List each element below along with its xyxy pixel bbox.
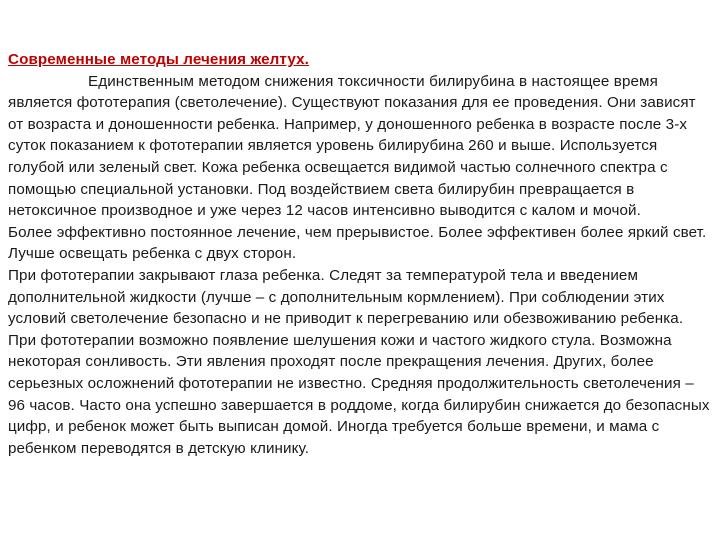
paragraph-effectiveness: Более эффективно постоянное лечение, чем прерывистое. Более эффективен более яркий свет. Лучше освещать ребенка с двух сторон. (8, 223, 707, 263)
document-body (8, 49, 710, 459)
document-heading: Современные методы лечения желтух. (8, 51, 309, 68)
paragraph-procedure: При фототерапии закрывают глаза ребенка. Следят за температурой тела и введением дополнительной жидкости (лучше – с дополнительным кормлением). При соблюдении этих условий светолечение безопасно и не приводит к перегреванию или обезвоживанию ребенка. При фототерапии возможно появление шелушения кожи и частого жидкого стула. Возможна некоторая сонливость. Эти явления проходят после прекращения лечения. Других, более серьезных осложнений фототерапии не известно. Средняя продолжительность светолечения – 96 часов. Часто она успешно завершается в роддоме, когда билирубин снижается до безопасных цифр, и ребенок может быть выписан домой. Иногда требуется больше времени, и мама с ребенком переводятся в детскую клинику. (8, 266, 710, 457)
paragraph-phototherapy-intro: Единственным методом снижения токсичности билирубина в настоящее время является фототерапия (светолечение). Существуют показания для ее проведения. Они зависят от возраста и доношенности ребенка. Например, у доношенного ребенка в возрасте после 3-х суток показанием к фототерапии является уровень билирубина 260 и выше. Используется голубой или зеленый свет. Кожа ребенка освещается видимой частью солнечного спектра с помощью специальной установки. Под воздействием света билирубин превращается в нетоксичное производное и уже через 12 часов интенсивно выводится с калом и мочой. (8, 72, 696, 220)
